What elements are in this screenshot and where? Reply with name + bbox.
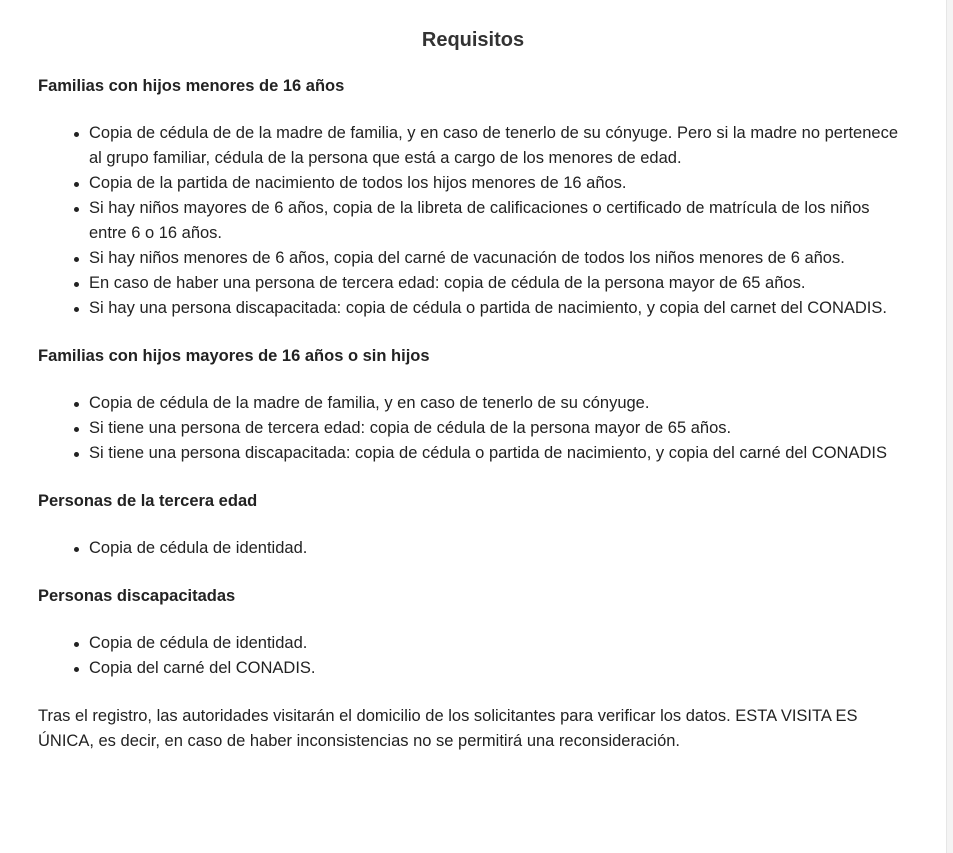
list-item: Si hay niños menores de 6 años, copia del carné de vacunación de todos los niños menores de 6 años. <box>89 246 908 271</box>
section-heading-families-under-16: Familias con hijos menores de 16 años <box>38 77 345 95</box>
requirements-content <box>38 74 908 754</box>
list-item: Si hay niños mayores de 6 años, copia de la libreta de calificaciones o certificado de matrícula de los niños entre 6 o 16 años. <box>89 196 908 246</box>
list-item: Si tiene una persona de tercera edad: copia de cédula de la persona mayor de 65 años. <box>89 416 908 441</box>
section-heading-disabled: Personas discapacitadas <box>38 587 236 605</box>
list-item: Copia de la partida de nacimiento de todos los hijos menores de 16 años. <box>89 171 908 196</box>
list-item: Copia de cédula de identidad. <box>89 631 908 656</box>
requirements-list-families-under-16 <box>38 121 908 321</box>
requirements-list-families-over-16 <box>38 391 908 466</box>
section-heading-elderly: Personas de la tercera edad <box>38 492 258 510</box>
list-item: Copia de cédula de identidad. <box>89 536 908 561</box>
list-item: Copia del carné del CONADIS. <box>89 656 908 681</box>
list-item: En caso de haber una persona de tercera edad: copia de cédula de la persona mayor de 65 años. <box>89 271 908 296</box>
requirements-list-elderly <box>38 536 908 561</box>
list-item: Copia de cédula de la madre de familia, y en caso de tenerlo de su cónyuge. <box>89 391 908 416</box>
footer-note: Tras el registro, las autoridades visitarán el domicilio de los solicitantes para verificar los datos. ESTA VISITA ES ÚNICA, es decir, en caso de haber inconsistencias no se permitirá una reconsideración. <box>38 707 858 750</box>
page-title: Requisitos <box>421 29 525 51</box>
list-item: Si tiene una persona discapacitada: copia de cédula o partida de nacimiento, y copia del carné del CONADIS <box>89 441 908 466</box>
list-item: Si hay una persona discapacitada: copia de cédula o partida de nacimiento, y copia del carnet del CONADIS. <box>89 296 908 321</box>
section-heading-families-over-16: Familias con hijos mayores de 16 años o sin hijos <box>38 347 430 365</box>
list-item: Copia de cédula de de la madre de familia, y en caso de tenerlo de su cónyuge. Pero si la madre no pertenece al grupo familiar, cédula de la persona que está a cargo de los menores de edad. <box>89 121 908 171</box>
requirements-list-disabled <box>38 631 908 681</box>
page-edge-divider <box>946 0 953 853</box>
